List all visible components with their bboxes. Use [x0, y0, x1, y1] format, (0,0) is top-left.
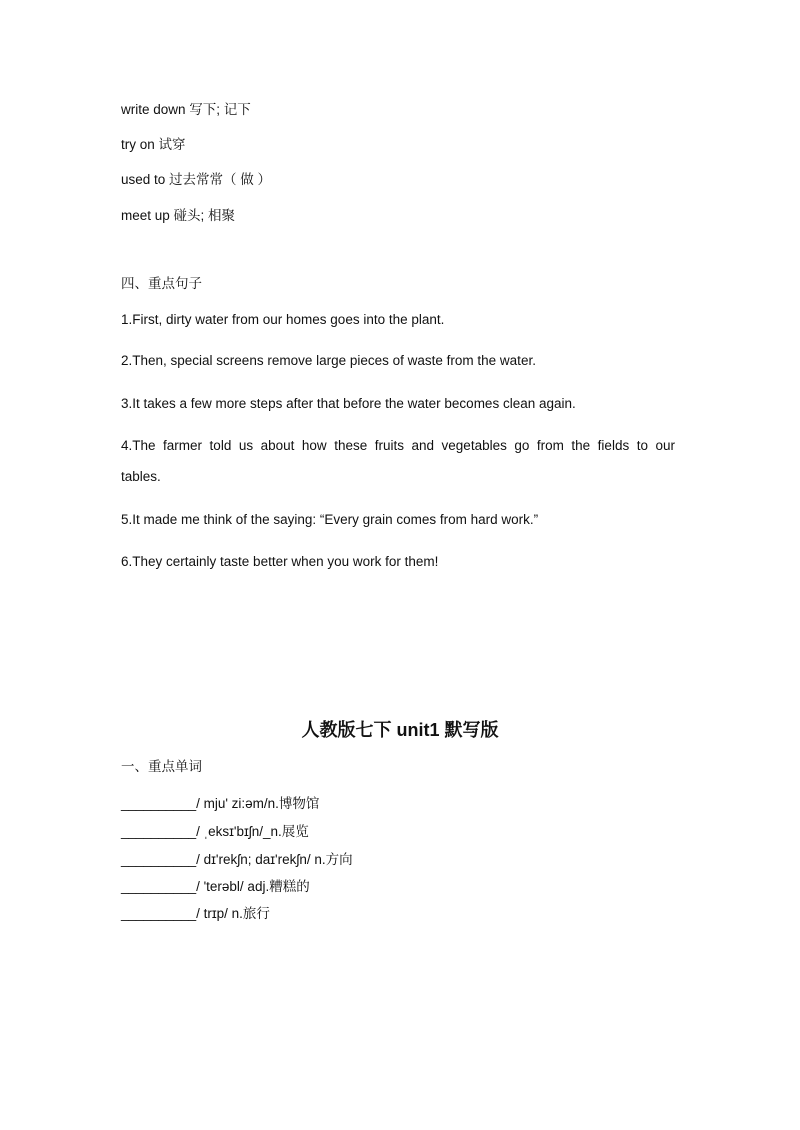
- sentence-item: 5.It made me think of the saying: “Every grain comes from hard work.”: [121, 512, 539, 527]
- sentence-item: 1.First, dirty water from our homes goes into the plant.: [121, 312, 445, 327]
- phrase-item: meet up 碰头; 相聚: [121, 208, 236, 223]
- sentence-item: 4.The farmer told us about how these fruits and vegetables go from the fields to our: [121, 438, 675, 453]
- phrase-item: write down 写下; 记下: [121, 102, 251, 117]
- phrase-item: try on 试穿: [121, 137, 186, 152]
- vocab-item: __________/ mju' zi:əm/n.博物馆: [121, 796, 320, 811]
- vocab-item: __________/ ˌeksɪ'bɪʃn/_n.展览: [121, 824, 309, 839]
- sentences-heading: 四、重点句子: [121, 276, 202, 291]
- sentence-item: 6.They certainly taste better when you work for them!: [121, 554, 439, 569]
- vocab-item: __________/ trɪp/ n.旅行: [121, 906, 270, 921]
- vocab-heading: 一、重点单词: [121, 759, 202, 774]
- vocab-item: __________/ dɪ'rekʃn; daɪ'rekʃn/ n.方向: [121, 852, 353, 867]
- dictation-title: 人教版七下 unit1 默写版: [301, 720, 499, 740]
- sentence-item: 3.It takes a few more steps after that before the water becomes clean again.: [121, 396, 576, 411]
- phrase-item: used to 过去常常（ 做 ）: [121, 172, 272, 187]
- sentence-item: 2.Then, special screens remove large pieces of waste from the water.: [121, 353, 536, 368]
- vocab-item: __________/ 'terəbl/ adj.糟糕的: [121, 879, 310, 894]
- sentence-item-continued: tables.: [121, 469, 161, 484]
